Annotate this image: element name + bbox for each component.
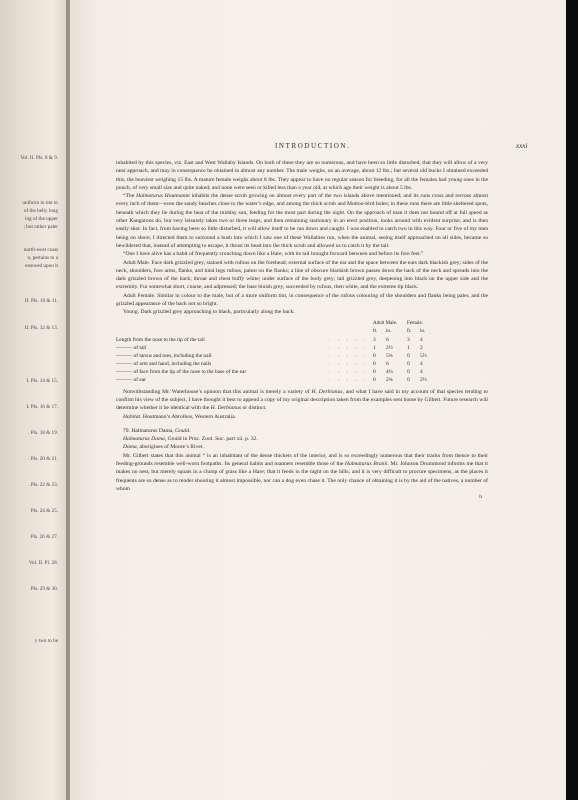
paragraph: Mr. Gilbert states that this animal “ is an inhabitant of the dense thickets of the interior, and is so exceedingly numerous that their tracks from thence to their feeding-grounds resemble well-worn footpaths. Its general habits and manners resemble those of the Halmaturus Brunii. Mr. Johnson Drummond informs me that it makes no nest, but merely squats in a clump of grass like a Hare; that it feeds in the night on the hills; and it is very difficult to procure specimens, as the places it frequents are so dense as to render shooting it almost impossible, nor can a dog even chase it. The only chance of obtaining it is by the aid of the natives, a number of whom <box>116 452 488 492</box>
left-page-line: Vol. II. Pls. 8 & 9. <box>20 155 58 161</box>
left-page-line: uniform in tint to <box>22 200 58 206</box>
table-header-row <box>116 320 433 328</box>
species-name: Halmaturus Brunii <box>344 461 388 468</box>
column-header-male: Adult Male. <box>373 320 398 326</box>
male-inches: 6 <box>386 360 389 367</box>
measurement-label: ——— of tail <box>116 344 147 351</box>
running-header <box>70 142 566 152</box>
male-inches: 5¾ <box>386 352 393 359</box>
leader-dots: . . . . . <box>329 368 369 375</box>
left-page-line: I. Pls. 14 & 15. <box>26 378 58 384</box>
measurement-label: ——— of arm and hand, including the nails <box>116 360 212 367</box>
measurements-table <box>116 320 433 384</box>
left-page-line: Vol. II. Pl. 28. <box>28 560 58 566</box>
left-page-line: north-west coast <box>23 247 58 253</box>
female-feet: 0 <box>407 360 410 367</box>
left-page-edge <box>0 0 70 800</box>
left-page-line: Pls. 26 & 27. <box>30 534 58 540</box>
paragraph: Adult Male. Face dark grizzled grey, stained with rufous on the forehead; external surface of the ear and the space between the ears dark blackish grey; sides of the neck, shoulders, fore arms, flanks, and hind legs rufous, palest on the flanks; a line of obscure blackish brown passes down the back of the neck and spreads into the dark grizzled brown of the back; throat and chest buffy white; under surface of the body grey; tail grizzled grey, deepening into black on the upper side and the extremity. Fur somewhat short, coarse, and adpressed; the base bluish grey, succeeded by rufous, then white, and the extreme tip black. <box>116 259 488 291</box>
spacer <box>399 336 407 344</box>
measurement-label: Length from the nose to the tip of the tail <box>116 336 205 343</box>
measurement-label: ——— of ear <box>116 376 146 383</box>
leader-dots: . . . . . <box>329 352 369 359</box>
table-row <box>116 344 433 352</box>
left-page-line: estowed upon it <box>25 263 58 269</box>
female-inches: 4 <box>420 368 423 375</box>
leader-dots: . . . . . <box>329 376 369 383</box>
paragraph: Adult Female. Similar in colour to the male, but of a more uniform tint, in consequence of the rufous colouring of the shoulders and flanks being paler, and the grizzled appearance of the back not so bright. <box>116 292 488 308</box>
paragraph: Notwithstanding Mr. Waterhouse’s opinion that this animal is merely a variety of H. Derbianus, and what I have said in my account of that species tending to confirm his view of the subject, I have thought it best to append a copy of my original description taken from the examples sent home by Gilbert. Future research will determine whether it be identical with the H. Derbianus or distinct. <box>116 388 488 412</box>
unit-ft: ft. <box>407 328 412 334</box>
left-page-line: II. Pls. 12 & 13. <box>24 325 58 331</box>
paragraph: inhabited by this species, viz. East and West Wallaby Islands. On both of these they are so numerous, and have been so little disturbed, that they will allow of a very near approach, and may in consequence be obtained in almost any number. The male weighs, on an average, about 12 lbs.; but several old bucks I obtained exceeded this, the heaviest weighing 15 lbs. A mature female weighs about 8 lbs. They appear to have no regular season for breeding, for all the females had young ones in the pouch, of very small size and quite naked; and none were seen or killed less than a year old, at which age their weight is about 5 lbs. <box>116 160 488 191</box>
left-page-line: y two to be <box>34 638 58 644</box>
female-inches: 2 <box>420 344 423 351</box>
male-feet: 0 <box>373 360 376 367</box>
habitat-line: Habitat. Houtmann’s Abrolhos, Western Australia. <box>123 413 237 420</box>
paragraph: “The Halmaturus Houtmanni inhabits the dense scrub growing on almost every part of the two islands above mentioned; and its runs cross and recross almost every inch of them—even the sandy beaches close to the water’s edge, and among the thick scrub and Mutton-bird holes; in these runs there are little sheltered spots, beneath which they lie during the heat of the midday sun, feeding for the most part during the night. On the approach of man it does not bound off at full speed as other Kangaroos do, but very leisurely takes two or three leaps, and then remaining stationary in an erect position, looks around with evident surprise, and is then easily shot. In fact, from having been so little disturbed, it will allow itself to be run down and caught. I was enabled to catch two in this way. Four or five of my men being on shore, I directed them to surround a bush into which I saw one of these Wallabies run, when the animal, seeing itself approached on all sides, became so bewildered that, instead of attempting to escape, it thrust its head into the thick scrub and allowed us to catch it by the tail. <box>116 193 488 249</box>
spacer <box>399 344 407 352</box>
table-row <box>116 360 433 368</box>
leader-dots: . . . . . <box>329 344 369 351</box>
male-feet: 0 <box>373 376 376 383</box>
page-number: xxxi <box>516 142 528 150</box>
female-feet: 0 <box>407 376 410 383</box>
paragraph: Young. Dark grizzled grey approaching to black, particularly along the back. <box>123 309 295 316</box>
left-page-line: n, pertains to a <box>27 255 58 261</box>
left-page-line: ing of the upper <box>25 216 58 222</box>
species-heading: 79. Halmaturus Dama, Gould. <box>123 427 191 434</box>
male-inches: 2½ <box>386 344 393 351</box>
male-feet: 0 <box>373 368 376 375</box>
female-inches: 4 <box>420 360 423 367</box>
spacer <box>399 352 407 360</box>
right-page <box>70 0 566 800</box>
species-name: H. Derbianus <box>311 388 343 395</box>
male-inches: 4¼ <box>386 368 393 375</box>
left-page-line: . Pls. 22 & 23. <box>28 482 58 488</box>
left-page-line: Pls. 24 & 25. <box>30 508 58 514</box>
synonym-line: Halmaturus Dama, Gould in Proc. Zool. Soc. part xii. p. 32. <box>123 436 258 443</box>
table-row <box>116 352 433 360</box>
unit-in: in. <box>386 328 392 334</box>
unit-ft: ft. <box>373 328 378 334</box>
female-feet: 3 <box>407 336 410 343</box>
left-page-line: ; but rather paler <box>23 224 58 230</box>
male-feet: 1 <box>373 344 376 351</box>
left-page-line: Pls. 29 & 30. <box>30 586 58 592</box>
left-page-line: II. Pls. 10 & 11. <box>24 298 58 304</box>
male-inches: 2¾ <box>386 376 393 383</box>
table-row <box>116 336 433 344</box>
spacer <box>399 376 407 384</box>
male-inches: 6 <box>386 336 389 343</box>
signature-mark: h <box>479 494 482 501</box>
left-page-line: I. Pls. 16 & 17. <box>26 404 58 410</box>
female-inches: 2½ <box>420 376 427 383</box>
body-text <box>116 159 488 502</box>
spacer <box>399 360 407 368</box>
table-row <box>116 368 433 376</box>
female-feet: 0 <box>407 368 410 375</box>
synonym-line: Dama, aborigines of Moore’s River. <box>123 444 204 451</box>
leader-dots: . . . . . <box>329 360 369 367</box>
running-header-title: INTRODUCTION. <box>275 142 351 150</box>
column-header-female: Female. <box>407 320 423 326</box>
left-page-line: . Pls. 18 & 19. <box>28 430 58 436</box>
table-unit-row <box>116 328 433 336</box>
measurement-label: ——— of face from the tip of the nose to the base of the ear <box>116 368 247 375</box>
leader-dots: . . . . . <box>329 336 369 343</box>
paragraph: “One I have alive has a habit of frequently crouching down like a Hare, with its tail brought forward between and before its fore feet.” <box>123 251 424 258</box>
male-feet: 3 <box>373 336 376 343</box>
female-inches: 4 <box>420 336 423 343</box>
female-inches: 5½ <box>420 352 427 359</box>
table-row <box>116 376 433 384</box>
left-page-line: . Pls. 20 & 21. <box>28 456 58 462</box>
female-feet: 0 <box>407 352 410 359</box>
species-name: H. Derbianus <box>210 405 242 412</box>
female-feet: 1 <box>407 344 410 351</box>
male-feet: 0 <box>373 352 376 359</box>
species-name: Halmaturus Houtmanni <box>136 193 190 200</box>
measurement-label: ——— of tarsus and toes, including the nail <box>116 352 212 359</box>
unit-in: in. <box>420 328 426 334</box>
spacer <box>399 368 407 376</box>
left-page-line: of the belly long <box>23 208 58 214</box>
